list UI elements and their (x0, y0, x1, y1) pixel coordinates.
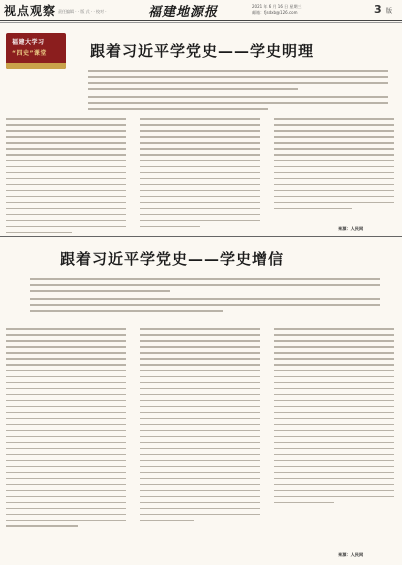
article2-column-2 (140, 328, 260, 525)
article2-column-1 (6, 328, 126, 531)
section-subtitle: 责任编辑 · · 版 式 · · 校对 · (58, 9, 107, 14)
article1-column-3 (274, 118, 394, 214)
masthead-logo: 福建地源报 (148, 5, 219, 20)
article1-byline: 来源：人民网 (338, 226, 364, 231)
article2-headline: 跟着习近平学党史——学史增信 (60, 250, 285, 268)
article2-byline: 来源：人民网 (338, 552, 364, 557)
header-rule-thin (0, 22, 402, 23)
issue-email: 邮箱：fjsdxb@126.com (252, 10, 298, 15)
issue-date: 2021 年 6 月 16 日 星期三 (252, 4, 302, 9)
page-number-suffix: 版 (386, 8, 393, 15)
badge-line1: 福建大学习 (12, 39, 45, 46)
article-divider (0, 236, 402, 237)
article1-headline: 跟着习近平学党史——学史明理 (90, 42, 315, 60)
article1-lead-2 (88, 96, 388, 114)
page-number: 3 (374, 3, 382, 16)
section-title: 视点观察 (4, 4, 57, 18)
header-rule (0, 20, 402, 21)
article1-lead (88, 70, 388, 94)
article1-column-1 (6, 118, 126, 238)
article2-lead (30, 278, 380, 296)
article1-column-2 (140, 118, 260, 232)
page-header (0, 0, 402, 20)
article2-column-3 (274, 328, 394, 508)
badge-line2: “四史”课堂 (12, 50, 47, 57)
article2-lead-2 (30, 298, 380, 316)
badge-stripe (6, 63, 66, 69)
issue-meta (252, 4, 372, 16)
column-badge (6, 33, 66, 69)
